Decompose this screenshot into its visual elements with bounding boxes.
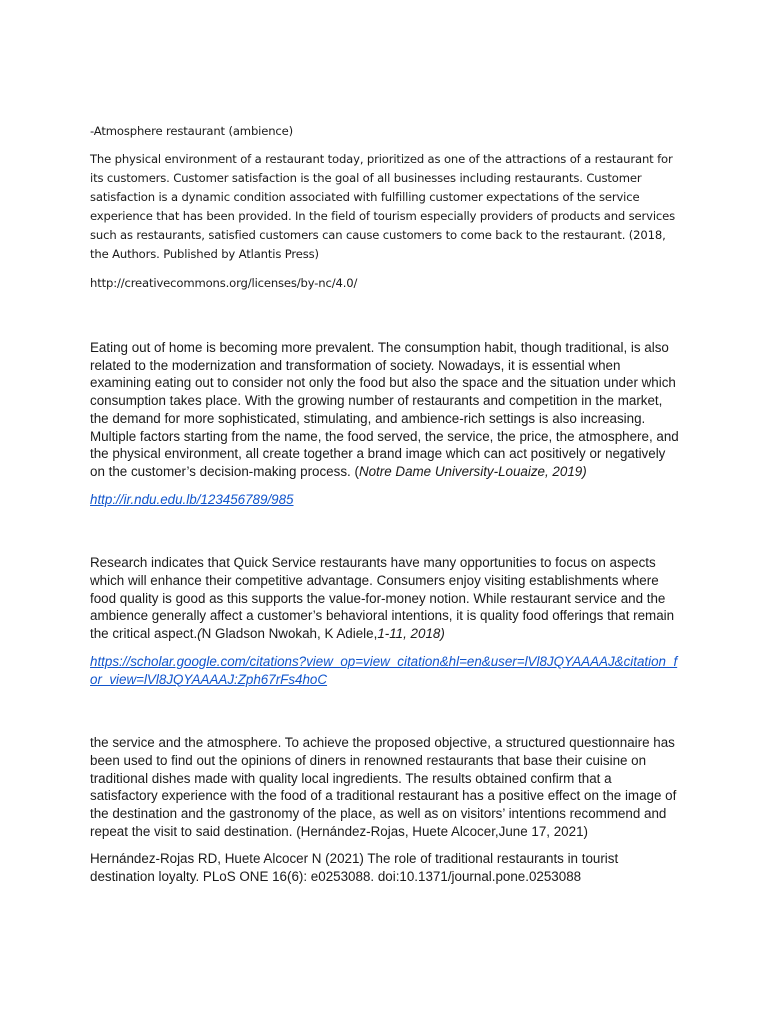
link-wrapper-ndu (90, 491, 682, 509)
paragraph-quick-service-text: Research indicates that Quick Service restaurants have many opportunities to focus on aspects which will enhance their competitive advantage. Consumers enjoy visiting establishments where food quality is good as this supports the value-for-money notion. While restaurant service and the ambience generally affect a customer’s behavioral intentions, it is quality food offerings that remain the critical aspect. (90, 555, 675, 642)
paragraph-atmosphere: The physical environment of a restaurant today, prioritized as one of the attractions of a restaurant for its customers. Customer satisfaction is the goal of all businesses including restaurants. Customer satisfaction is a dynamic condition associated with fulfilling customer expectations of the service experience that has been provided. In the field of tourism especially providers of products and services such as restaurants, satisfied customers can cause customers to come back to the restaurant. (2018, the Authors. Published by Atlantis Press) (90, 152, 676, 261)
link-wrapper-scholar (90, 653, 682, 688)
reference-plos-one: Hernández-Rojas RD, Huete Alcocer N (2021) The role of traditional restaurants in tourist destination loyalty. PLoS ONE 16(6): e0253088. doi:10.1371/journal.pone.0253088 (90, 851, 619, 885)
paragraph-quick-service (90, 554, 682, 643)
citation-ndu: Notre Dame University-Louaize, 2019) (358, 463, 587, 479)
paragraph-eating-out-text: Eating out of home is becoming more prevalent. The consumption habit, though traditional, is also related to the modernization and transformation of society. Nowadays, it is essential when examining eating out to consider not only the food but also the space and the situation under which consumption takes place. With the growing number of restaurants and competition in the market, the demand for more sophisticated, stimulating, and ambience-rich settings is also increasing. Multiple factors starting from the name, the food served, the service, the price, the atmosphere, and the physical environment, all create together a brand image which can act positively or negatively on the customer’s decision-making process. ( (90, 340, 679, 479)
citation-authors: N Gladson Nwokah, K Adiele, (201, 626, 378, 642)
paragraph-eating-out (90, 339, 682, 481)
link-ndu[interactable]: http://ir.ndu.edu.lb/123456789/985 (90, 491, 294, 507)
citation-prefix: ( (197, 626, 202, 642)
link-google-scholar[interactable]: https://scholar.google.com/citations?view_op=view_citation&hl=en&user=lVl8JQYAAAAJ&citation_for_view=lVl8JQYAAAAJ:Zph67rFs4hoC (90, 653, 678, 687)
section-heading: -Atmosphere restaurant (ambience) (90, 124, 293, 138)
citation-pages: 1-11, 2018) (377, 626, 445, 642)
creativecommons-url: http://creativecommons.org/licenses/by-nc/4.0/ (90, 276, 358, 290)
paragraph-traditional-restaurants: the service and the atmosphere. To achieve the proposed objective, a structured questionnaire has been used to find out the opinions of diners in renowned restaurants that base their cuisine on traditional dishes made with quality local ingredients. The results obtained confirm that a satisfactory experience with the food of a traditional restaurant has a positive effect on the image of the destination and the gastronomy of the place, as well as on visitors’ intentions recommend and repeat the visit to said destination. (Hernández-Rojas, Huete Alcocer,June 17, 2021) (90, 735, 677, 839)
document-page (90, 122, 682, 886)
